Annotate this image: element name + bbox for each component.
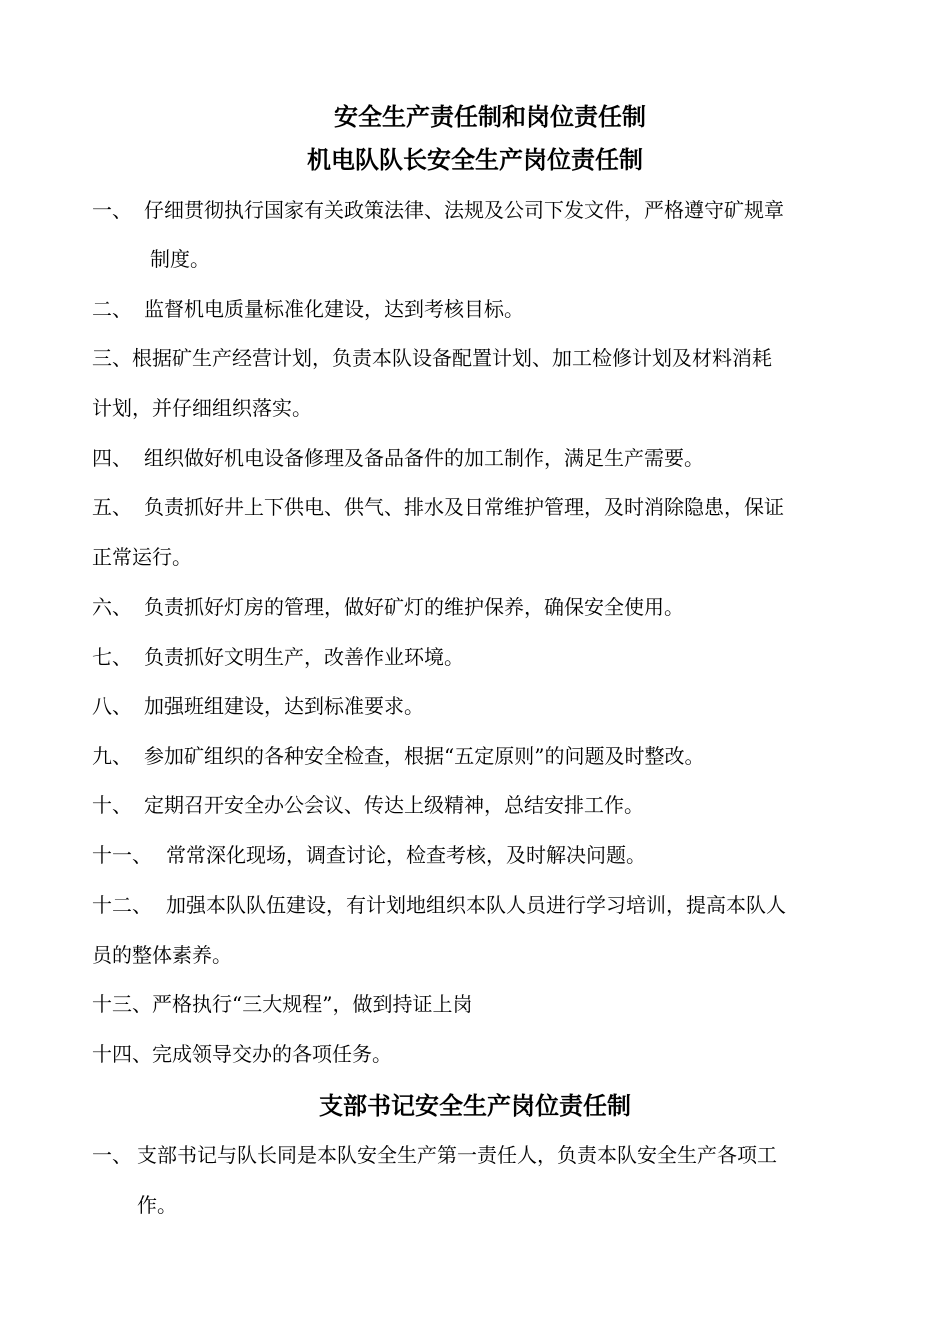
section-title-secretary: 支部书记安全生产岗位责任制 <box>319 1092 631 1120</box>
list-item-6 <box>92 594 684 620</box>
item-number: 八、 <box>92 694 132 718</box>
list-item-8 <box>92 693 424 719</box>
list-item-7 <box>92 644 464 670</box>
list-item-2 <box>92 296 524 322</box>
item-text: 严格执行“三大规程”，做到持证上岗 <box>152 992 473 1016</box>
item-text: 根据矿生产经营计划，负责本队设备配置计划、加工检修计划及材料消耗 <box>132 346 772 370</box>
item-number: 九、 <box>92 744 132 768</box>
item-number: 六、 <box>92 595 132 619</box>
list-item-5-cont: 正常运行。 <box>92 545 192 569</box>
item-text: 负责抓好文明生产，改善作业环境。 <box>144 645 464 669</box>
list-item-10 <box>92 792 644 818</box>
item-text: 负责抓好灯房的管理，做好矿灯的维护保养，确保安全使用。 <box>144 595 684 619</box>
item-number: 十二、 <box>92 893 152 917</box>
list-item-9 <box>92 743 704 769</box>
item-text: 组织做好机电设备修理及备品备件的加工制作，满足生产需要。 <box>144 446 704 470</box>
item-number: 十四、 <box>92 1042 152 1066</box>
list-item-12 <box>92 892 786 918</box>
list-item-1 <box>92 197 784 223</box>
item-number: 二、 <box>92 297 132 321</box>
section-title-captain: 机电队队长安全生产岗位责任制 <box>307 146 643 174</box>
item-number: 十一、 <box>92 843 152 867</box>
list-item-s2-1-cont: 作。 <box>137 1193 177 1217</box>
list-item-4 <box>92 445 704 471</box>
item-number: 五、 <box>92 495 132 519</box>
item-text: 常常深化现场，调查讨论，检查考核，及时解决问题。 <box>166 843 646 867</box>
item-text: 支部书记与队长同是本队安全生产第一责任人，负责本队安全生产各项工 <box>137 1143 777 1167</box>
list-item-3 <box>92 345 772 371</box>
list-item-11 <box>92 842 646 868</box>
list-item-14 <box>92 1041 392 1067</box>
list-item-s2-1 <box>92 1142 777 1168</box>
item-number: 四、 <box>92 446 132 470</box>
item-text: 定期召开安全办公会议、传达上级精神，总结安排工作。 <box>144 793 644 817</box>
item-number: 七、 <box>92 645 132 669</box>
list-item-5 <box>92 494 784 520</box>
list-item-12-cont: 员的整体素养。 <box>92 943 232 967</box>
item-text: 加强本队队伍建设，有计划地组织本队人员进行学习培训，提高本队人 <box>166 893 786 917</box>
item-text: 完成领导交办的各项任务。 <box>152 1042 392 1066</box>
item-number: 十三、 <box>92 992 152 1016</box>
main-title: 安全生产责任制和岗位责任制 <box>334 103 646 131</box>
list-item-3-cont: 计划，并仔细组织落实。 <box>92 396 312 420</box>
item-text: 仔细贯彻执行国家有关政策法律、法规及公司下发文件，严格遵守矿规章 <box>144 198 784 222</box>
item-number: 一、 <box>92 1143 132 1167</box>
item-number: 一、 <box>92 198 132 222</box>
item-number: 三、 <box>92 346 132 370</box>
item-text: 加强班组建设，达到标准要求。 <box>144 694 424 718</box>
item-text: 参加矿组织的各种安全检查，根据“五定原则”的问题及时整改。 <box>144 744 705 768</box>
item-text: 监督机电质量标准化建设，达到考核目标。 <box>144 297 524 321</box>
item-number: 十、 <box>92 793 132 817</box>
item-text: 负责抓好井上下供电、供气、排水及日常维护管理，及时消除隐患，保证 <box>144 495 784 519</box>
list-item-1-cont: 制度。 <box>150 247 210 271</box>
list-item-13 <box>92 991 472 1017</box>
